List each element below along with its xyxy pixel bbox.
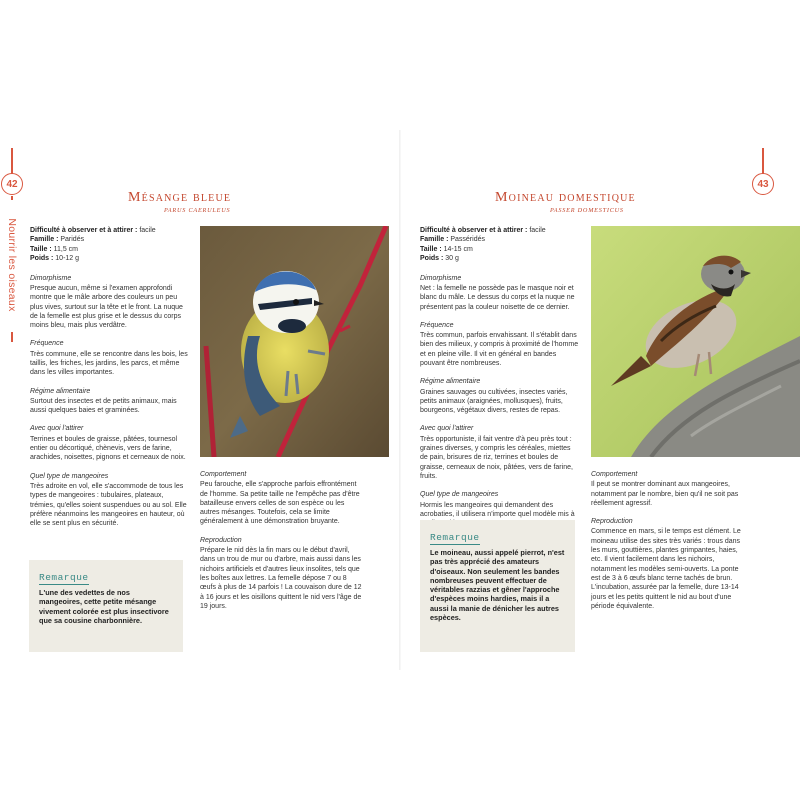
- section-dimorphisme: Dimorphisme Net : la femelle ne possède pas le masque noir et blanc du mâle. Le dessus du corps et la nuque ne présentent pas la couleur noisette de ce dernier.: [420, 274, 575, 311]
- page-rule-top-left: [11, 148, 13, 174]
- section-regime: Régime alimentaire Graines sauvages ou cultivées, insectes variés, petits animaux (araignées, mollusques), fruits, bourgeons, végétaux divers, restes de repas.: [420, 378, 568, 415]
- section-reproduction: Reproduction Commence en mars, si le temps est clément. Le moineau utilise des sites très variés : trous dans les murs, gouttières, plantes grimpantes, haies, etc. Il vient facilement dans les nichoirs, notamment les modèles semi-ouverts. La ponte est de 3 à 6 œufs blanc terne tachés de brun. L'incubation, assurée par la femelle, dure 13-14 jours et les petits quittent le nid au bout d'une période équivalente.: [591, 518, 741, 610]
- page-rule-top-right: [762, 148, 764, 174]
- section-regime: Régime alimentaire Surtout des insectes et de petits animaux, mais aussi quelques baies et graminées.: [30, 387, 177, 415]
- photo-blue-tit: [200, 226, 389, 457]
- facts-block: Difficulté à observer et à attirer : facile Famille : Passéridés Taille : 14-15 cm Poids : 30 g: [420, 227, 546, 263]
- page-rule-bottom-left: [11, 332, 13, 342]
- remark-text: Le moineau, aussi appelé pierrot, n'est pas très apprécié des amateurs d'oiseaux. Non seulement les bandes nombreuses peuvent effectuer de véritables razzias et gêner l'approche d'espèces moins hardies, mais il a aussi la manie de dénicher les autres espèces.: [430, 548, 565, 623]
- remark-box-mesange: [29, 560, 183, 652]
- species-latin-mesange: PARUS CAERULEUS: [164, 207, 231, 214]
- photo-house-sparrow: [591, 226, 800, 457]
- section-reproduction: Reproduction Prépare le nid dès la fin mars ou le début d'avril, dans un trou de mur ou d'arbre, mais aussi dans les nichoirs artificiels et d'autres lieux insolites, tels que les boîtes aux lettres. La femelle dépose 7 ou 8 œufs à plus de 14 parfois ! La couvaison dure de 12 à 16 jours et les oisillons quittent le nid vers l'âge de 19 jours.: [200, 536, 362, 610]
- species-latin-moineau: PASSER DOMESTICUS: [550, 207, 624, 214]
- remark-text: L'une des vedettes de nos mangeoires, cette petite mésange vivement colorée est plus insectivore que sa cousine charbonnière.: [39, 588, 169, 625]
- section-comportement: Comportement Il peut se montrer dominant aux mangeoires, notamment par le nombre, bien qu'il ne soit pas réellement agressif.: [591, 471, 739, 507]
- text-column-mesange: [30, 226, 190, 537]
- section-label: Nourrir les oiseaux: [6, 218, 18, 312]
- text-column-moineau-2: [591, 470, 749, 620]
- section-comportement: Comportement Peu farouche, elle s'approche parfois effrontément de l'homme. Sa petite taille ne l'empêche pas d'être batailleuse envers celles de son espèce ou les autres mésanges. Toutefois, cela se limite généralement à une démonstration bruyante.: [200, 471, 360, 526]
- section-attirer: Avec quoi l'attirer Très opportuniste, il fait ventre d'à peu près tout : graines diverses, y compris les céréales, miettes de pain, brisures de riz, terrines et boules de graisse, cerneaux de noix, pâtées, vers de farine, fruits.: [420, 425, 573, 480]
- section-mangeoires: Quel type de mangeoires Hormis les mangeoires qui demandent des acrobaties, il utilisera n'importe quel modèle mis à: [420, 491, 575, 518]
- section-frequence: Fréquence Très commune, elle se rencontre dans les bois, les taillis, les friches, les jardins, les parcs, et même dans les villes importantes.: [30, 340, 188, 377]
- section-dimorphisme: Dimorphisme Presque aucun, même si l'examen approfondi montre que le mâle arbore des couleurs un peu plus vives, surtout sur la tête et le front. La nuque de la femelle est plus grise et le dessus du corps moins bleu, mais plus verdâtre.: [30, 274, 183, 330]
- text-column-moineau: [420, 226, 580, 537]
- species-title-mesange: Mésange bleue: [128, 190, 232, 205]
- section-attirer: Avec quoi l'attirer Terrines et boules de graisse, pâtées, tournesol entier ou décortiqué, chènevis, vers de farine, arachides, noisettes, pignons et cerneaux de noix.: [30, 425, 186, 462]
- remark-box-moineau: [420, 520, 575, 652]
- section-mangeoires: Quel type de mangeoires Très adroite en vol, elle s'accommode de tous les types de mangeoires : tubulaires, plateaux, trémies, qu'elles soient suspendues ou au sol. Elle préfère néanmoins les mangeoires en hauteur, où elle se sent plus en sécurité.: [30, 472, 187, 528]
- remark-title: Remarque: [430, 532, 480, 543]
- page-number-right: 43: [752, 173, 774, 195]
- section-frequence: Fréquence Très commun, parfois envahissant. Il s'établit dans bien des milieux, y compris à proximité de l'homme et en pleine ville. Il vit en général en bandes pouvant être nombreuses.: [420, 321, 579, 367]
- facts-block: Difficulté à observer et à attirer : facile Famille : Paridés Taille : 11,5 cm Poids : 10-12 g: [30, 227, 156, 263]
- remark-title: Remarque: [39, 572, 89, 583]
- page-number-left: 42: [1, 173, 23, 195]
- species-title-moineau: Moineau domestique: [495, 190, 636, 205]
- text-column-mesange-2: [200, 470, 363, 620]
